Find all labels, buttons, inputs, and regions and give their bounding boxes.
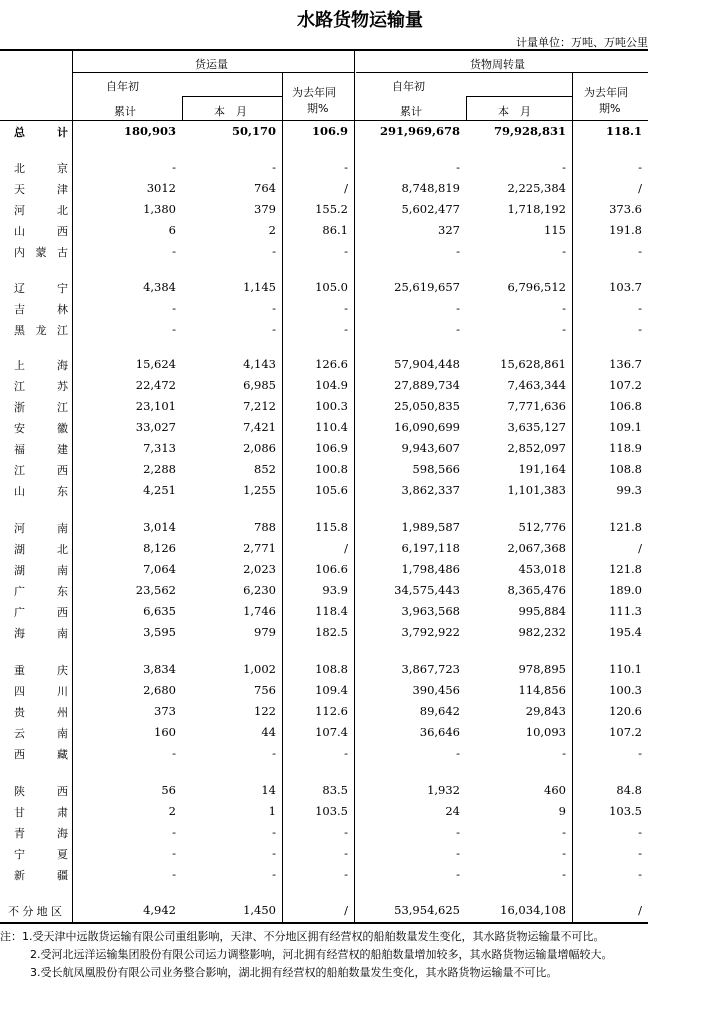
cell-c6: 118.9: [609, 441, 642, 455]
cell-c1: -: [172, 301, 176, 315]
header-volume: 货运量: [195, 58, 228, 71]
header-cumulative-1: 累计: [114, 105, 136, 118]
table-row: [0, 583, 648, 604]
row-region-label: 陕 西: [14, 785, 68, 798]
cell-c1: 2,680: [143, 683, 176, 697]
row-region-label: 山 东: [14, 485, 68, 498]
cell-c4: 3,862,337: [401, 483, 460, 497]
table-row: [0, 683, 648, 704]
row-region-label: 贵 州: [14, 706, 68, 719]
cell-c3: -: [344, 867, 348, 881]
cell-c6: -: [638, 322, 642, 336]
cell-c3: -: [344, 244, 348, 258]
cell-c6: -: [638, 244, 642, 258]
cell-c2: -: [272, 846, 276, 860]
cell-c2: 979: [254, 625, 276, 639]
cell-c2: -: [272, 825, 276, 839]
cell-c4: -: [456, 301, 460, 315]
cell-c5: -: [562, 846, 566, 860]
row-region-label: 内蒙古: [14, 246, 68, 259]
table-top-rule: [0, 49, 648, 51]
row-region-label: 宁 夏: [14, 848, 68, 861]
header-since-start-1: 自年初: [106, 80, 139, 93]
footnote-1: 注：1.受天津中远散货运输有限公司重组影响，天津、不分地区拥有经营权的船舶数量发生变化，其水路货物运输量不可比。: [0, 930, 605, 943]
table-row: [0, 280, 648, 301]
cell-c5: 2,067,368: [507, 541, 566, 555]
cell-c6: 121.8: [609, 520, 642, 534]
cell-c4: 25,050,835: [394, 399, 460, 413]
row-region-label: 海 南: [14, 627, 68, 640]
cell-c3: 104.9: [315, 378, 348, 392]
row-region-label: 安 徽: [14, 422, 68, 435]
table-row: [0, 223, 648, 244]
cell-c5: -: [562, 244, 566, 258]
cell-c1: 3012: [146, 181, 176, 195]
cell-c2: 7,421: [243, 420, 276, 434]
cell-c5: 982,232: [518, 625, 566, 639]
cell-c3: 106.9: [315, 441, 348, 455]
cell-c5: -: [562, 867, 566, 881]
cell-c2: 4,143: [243, 357, 276, 371]
row-region-label: 河 北: [14, 204, 68, 217]
cell-c3: -: [344, 160, 348, 174]
header-cumulative-2: 累计: [400, 105, 422, 118]
cell-c3: 86.1: [322, 223, 348, 237]
cell-c3: 103.5: [315, 804, 348, 818]
cell-c4: 6,197,118: [401, 541, 460, 555]
subhead-rule-2: [466, 96, 572, 97]
cell-c4: 390,456: [412, 683, 460, 697]
cell-c2: 122: [254, 704, 276, 718]
header-month-2: 本 月: [498, 105, 531, 118]
row-region-label: 北 京: [14, 162, 68, 175]
row-region-label: 总 计: [14, 126, 68, 139]
cell-c2: 1: [268, 804, 276, 818]
cell-c4: -: [456, 746, 460, 760]
cell-c1: -: [172, 867, 176, 881]
cell-c3: /: [344, 903, 348, 917]
cell-c6: -: [638, 846, 642, 860]
cell-c6: -: [638, 160, 642, 174]
cell-c3: 105.0: [315, 280, 348, 294]
table-row: [0, 420, 648, 441]
cell-c2: 852: [254, 462, 276, 476]
cell-c6: 106.8: [609, 399, 642, 413]
header-yoy-2a: 为去年同: [584, 86, 628, 99]
cell-c3: 182.5: [315, 625, 348, 639]
cell-c5: 114,856: [518, 683, 566, 697]
row-region-label: 广 西: [14, 606, 68, 619]
cell-c5: 1,718,192: [507, 202, 566, 216]
cell-c4: 34,575,443: [394, 583, 460, 597]
cell-c5: 978,895: [518, 662, 566, 676]
cell-c3: 100.8: [315, 462, 348, 476]
subhead-rule-1: [182, 96, 282, 97]
cell-c3: -: [344, 301, 348, 315]
cell-c5: -: [562, 160, 566, 174]
cell-c5: 2,225,384: [507, 181, 566, 195]
row-region-label: 广 东: [14, 585, 68, 598]
cell-c3: -: [344, 322, 348, 336]
cell-c3: -: [344, 746, 348, 760]
cell-c1: -: [172, 825, 176, 839]
cell-c2: 6,230: [243, 583, 276, 597]
cell-c4: 89,642: [419, 704, 460, 718]
cell-c3: 105.6: [315, 483, 348, 497]
row-region-label: 甘 肃: [14, 806, 68, 819]
cell-c1: 7,064: [143, 562, 176, 576]
cell-c3: 106.9: [311, 124, 348, 138]
header-group-rule: [72, 72, 355, 73]
cell-c1: 1,380: [143, 202, 176, 216]
table-row: [0, 783, 648, 804]
cell-c4: 57,904,448: [394, 357, 460, 371]
header-yoy-1b: 期%: [307, 102, 329, 115]
cell-c5: 79,928,831: [493, 124, 566, 138]
cell-c6: 373.6: [609, 202, 642, 216]
cell-c6: -: [638, 301, 642, 315]
cell-c5: 16,034,108: [500, 903, 566, 917]
row-region-label: 浙 江: [14, 401, 68, 414]
cell-c1: -: [172, 322, 176, 336]
cell-c2: 2,086: [243, 441, 276, 455]
cell-c1: -: [172, 846, 176, 860]
table-row: [0, 562, 648, 583]
col-divider-2: [182, 96, 183, 120]
row-region-label: 湖 南: [14, 564, 68, 577]
cell-c4: 8,748,819: [401, 181, 460, 195]
cell-c2: 764: [254, 181, 276, 195]
row-region-label: 江 西: [14, 464, 68, 477]
footnotes: [0, 928, 648, 982]
cell-c3: 126.6: [315, 357, 348, 371]
cell-c5: -: [562, 825, 566, 839]
row-region-label: 云 南: [14, 727, 68, 740]
cell-c6: 84.8: [616, 783, 642, 797]
cell-c3: 107.4: [315, 725, 348, 739]
cell-c5: 460: [544, 783, 566, 797]
cell-c1: 23,562: [135, 583, 176, 597]
table-row: [0, 867, 648, 888]
cell-c4: 5,602,477: [401, 202, 460, 216]
cell-c6: 103.7: [609, 280, 642, 294]
table-row: [0, 662, 648, 683]
cell-c6: -: [638, 867, 642, 881]
cell-c1: 15,624: [135, 357, 176, 371]
cell-c3: 110.4: [315, 420, 348, 434]
cell-c4: 3,963,568: [401, 604, 460, 618]
cell-c1: 6,635: [143, 604, 176, 618]
cell-c2: 6,985: [243, 378, 276, 392]
cell-c6: 108.8: [609, 462, 642, 476]
cell-c1: 160: [154, 725, 176, 739]
cell-c4: 1,798,486: [401, 562, 460, 576]
row-region-label: 新 疆: [14, 869, 68, 882]
cell-c2: 2,771: [243, 541, 276, 555]
cell-c1: -: [172, 160, 176, 174]
cell-c3: 109.4: [315, 683, 348, 697]
cell-c6: 107.2: [609, 378, 642, 392]
cell-c6: 107.2: [609, 725, 642, 739]
cell-c6: 195.4: [609, 625, 642, 639]
cell-c2: -: [272, 244, 276, 258]
cell-c5: 7,463,344: [507, 378, 566, 392]
cell-c6: 118.1: [605, 124, 642, 138]
cell-c1: 3,834: [143, 662, 176, 676]
cell-c1: 33,027: [135, 420, 176, 434]
cell-c2: 788: [254, 520, 276, 534]
header-month-1: 本 月: [214, 105, 247, 118]
cell-c1: 23,101: [135, 399, 176, 413]
cell-c2: -: [272, 301, 276, 315]
cell-c4: 27,889,734: [394, 378, 460, 392]
cell-c2: 756: [254, 683, 276, 697]
cell-c6: 120.6: [609, 704, 642, 718]
cell-c5: -: [562, 322, 566, 336]
table-row: [0, 441, 648, 462]
cell-c5: 9: [558, 804, 566, 818]
row-region-label: 吉 林: [14, 303, 68, 316]
table-row: [0, 746, 648, 767]
header-yoy-1a: 为去年同: [292, 86, 336, 99]
cell-c4: 9,943,607: [401, 441, 460, 455]
table-row: [0, 124, 648, 145]
cell-c3: 115.8: [315, 520, 348, 534]
table-row: [0, 541, 648, 562]
cell-c1: 4,942: [143, 903, 176, 917]
cell-c4: -: [456, 867, 460, 881]
header-bottom-rule: [0, 120, 648, 121]
col-divider-5: [466, 96, 467, 120]
row-region-label: 西 藏: [14, 748, 68, 761]
cell-c6: 99.3: [616, 483, 642, 497]
row-region-label: 江 苏: [14, 380, 68, 393]
cell-c6: 100.3: [609, 683, 642, 697]
cell-c1: 2,288: [143, 462, 176, 476]
cell-c3: 118.4: [315, 604, 348, 618]
cell-c2: 2: [268, 223, 276, 237]
cell-c1: 56: [161, 783, 176, 797]
cell-c2: -: [272, 322, 276, 336]
table-row: [0, 604, 648, 625]
header-yoy-2b: 期%: [599, 102, 621, 115]
table-row: [0, 625, 648, 646]
cell-c6: 189.0: [609, 583, 642, 597]
cell-c2: -: [272, 746, 276, 760]
cell-c2: 379: [254, 202, 276, 216]
cell-c5: 512,776: [518, 520, 566, 534]
cell-c1: 373: [154, 704, 176, 718]
cell-c5: 1,101,383: [507, 483, 566, 497]
cell-c2: 44: [261, 725, 276, 739]
cell-c6: 111.3: [609, 604, 642, 618]
cell-c6: 110.1: [609, 662, 642, 676]
cell-c2: 1,145: [243, 280, 276, 294]
header-group-rule-2: [356, 72, 648, 73]
footnote-2: 2.受河北远洋运输集团股份有限公司运力调整影响，河北拥有经营权的船舶数量增加较多，其水路货物运输量增幅较大。: [30, 948, 613, 961]
cell-c5: 191,164: [518, 462, 566, 476]
cell-c1: 6: [168, 223, 176, 237]
cell-c2: 7,212: [243, 399, 276, 413]
table-row: [0, 399, 648, 420]
cell-c2: 1,746: [243, 604, 276, 618]
page-title: 水路货物运输量: [297, 10, 423, 31]
unit-label: 计量单位：万吨、万吨公里: [516, 36, 648, 49]
cell-c5: 15,628,861: [500, 357, 566, 371]
row-region-label: 不分地区: [8, 905, 62, 918]
cell-c2: 1,255: [243, 483, 276, 497]
cell-c1: 4,251: [143, 483, 176, 497]
cell-c4: 25,619,657: [394, 280, 460, 294]
cell-c3: 106.6: [315, 562, 348, 576]
cell-c3: -: [344, 846, 348, 860]
row-region-label: 四 川: [14, 685, 68, 698]
footnote-3: 3.受长航凤凰股份有限公司业务整合影响，湖北拥有经营权的船舶数量发生变化，其水路货物运输量不可比。: [30, 966, 558, 979]
cell-c1: -: [172, 244, 176, 258]
cell-c4: 16,090,699: [394, 420, 460, 434]
cell-c5: 453,018: [518, 562, 566, 576]
cell-c1: 3,014: [143, 520, 176, 534]
cell-c4: -: [456, 825, 460, 839]
header-turnover: 货物周转量: [470, 58, 525, 71]
cell-c3: 112.6: [315, 704, 348, 718]
cell-c4: 3,792,922: [401, 625, 460, 639]
cell-c3: 108.8: [315, 662, 348, 676]
table-row: [0, 704, 648, 725]
cell-c6: /: [638, 903, 642, 917]
cell-c6: 109.1: [609, 420, 642, 434]
cell-c4: 1,932: [427, 783, 460, 797]
row-region-label: 湖 北: [14, 543, 68, 556]
cell-c3: 100.3: [315, 399, 348, 413]
row-region-label: 黑龙江: [14, 324, 68, 337]
table-row: [0, 378, 648, 399]
cell-c6: -: [638, 746, 642, 760]
cell-c5: 995,884: [518, 604, 566, 618]
cell-c5: 115: [544, 223, 566, 237]
row-region-label: 青 海: [14, 827, 68, 840]
table-row: [0, 462, 648, 483]
cell-c4: -: [456, 322, 460, 336]
row-region-label: 天 津: [14, 183, 68, 196]
cell-c1: 180,903: [123, 124, 176, 138]
table-row: [0, 725, 648, 746]
table-row: [0, 825, 648, 846]
cell-c2: 1,002: [243, 662, 276, 676]
cell-c2: 2,023: [243, 562, 276, 576]
cell-c5: 8,365,476: [507, 583, 566, 597]
cell-c3: 93.9: [322, 583, 348, 597]
cell-c1: 4,384: [143, 280, 176, 294]
cell-c1: 2: [168, 804, 176, 818]
cell-c5: 10,093: [525, 725, 566, 739]
cell-c3: 155.2: [315, 202, 348, 216]
cell-c4: 327: [438, 223, 460, 237]
cell-c2: 50,170: [231, 124, 276, 138]
table-row: [0, 903, 648, 924]
cell-c5: 7,771,636: [507, 399, 566, 413]
table-row: [0, 483, 648, 504]
cell-c2: 1,450: [243, 903, 276, 917]
table-row: [0, 301, 648, 322]
cell-c5: 3,635,127: [507, 420, 566, 434]
cell-c3: -: [344, 825, 348, 839]
cell-c6: 121.8: [609, 562, 642, 576]
cell-c5: 2,852,097: [507, 441, 566, 455]
cell-c4: 291,969,678: [379, 124, 460, 138]
table-row: [0, 804, 648, 825]
cell-c4: 3,867,723: [401, 662, 460, 676]
row-region-label: 上 海: [14, 359, 68, 372]
cell-c4: 24: [445, 804, 460, 818]
cell-c6: 136.7: [609, 357, 642, 371]
cell-c4: 53,954,625: [394, 903, 460, 917]
row-region-label: 山 西: [14, 225, 68, 238]
cell-c6: /: [638, 541, 642, 555]
cell-c4: -: [456, 244, 460, 258]
cell-c3: 83.5: [322, 783, 348, 797]
row-region-label: 河 南: [14, 522, 68, 535]
cell-c4: 598,566: [412, 462, 460, 476]
cell-c2: 14: [261, 783, 276, 797]
table-row: [0, 322, 648, 343]
cell-c5: 6,796,512: [507, 280, 566, 294]
table-row: [0, 244, 648, 265]
cell-c2: -: [272, 160, 276, 174]
cell-c6: 191.8: [609, 223, 642, 237]
cell-c1: 22,472: [135, 378, 176, 392]
cell-c5: -: [562, 301, 566, 315]
cell-c5: 29,843: [525, 704, 566, 718]
cell-c4: -: [456, 846, 460, 860]
table-row: [0, 181, 648, 202]
table-row: [0, 202, 648, 223]
row-region-label: 辽 宁: [14, 282, 68, 295]
cell-c3: /: [344, 181, 348, 195]
cell-c5: -: [562, 746, 566, 760]
cell-c6: -: [638, 825, 642, 839]
table-row: [0, 520, 648, 541]
cell-c1: 7,313: [143, 441, 176, 455]
cell-c6: /: [638, 181, 642, 195]
cell-c4: 36,646: [419, 725, 460, 739]
header-since-start-2: 自年初: [392, 80, 425, 93]
cell-c1: -: [172, 746, 176, 760]
cell-c4: -: [456, 160, 460, 174]
table-row: [0, 846, 648, 867]
table-row: [0, 160, 648, 181]
row-region-label: 福 建: [14, 443, 68, 456]
cell-c4: 1,989,587: [401, 520, 460, 534]
table-row: [0, 357, 648, 378]
cell-c6: 103.5: [609, 804, 642, 818]
row-region-label: 重 庆: [14, 664, 68, 677]
cell-c2: -: [272, 867, 276, 881]
cell-c1: 8,126: [143, 541, 176, 555]
cell-c1: 3,595: [143, 625, 176, 639]
cell-c3: /: [344, 541, 348, 555]
